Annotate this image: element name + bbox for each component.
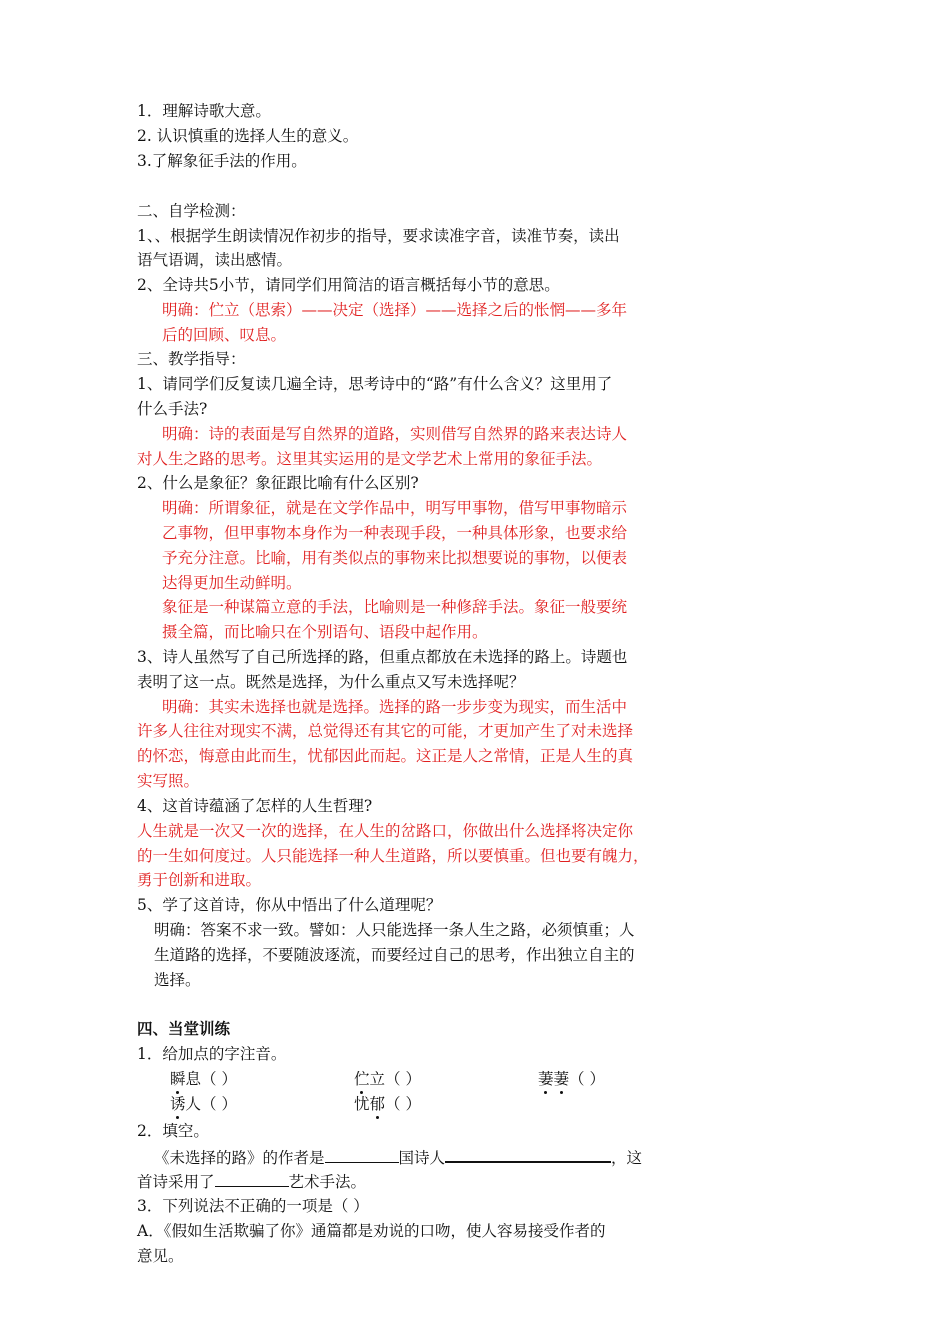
section-3-a3-line2: 许多人往往对现实不满，总觉得还有其它的可能，才更加产生了对未选择 — [137, 722, 634, 740]
word-item-1: 瞬息（ ） — [170, 1070, 237, 1088]
section-3-a4-line2: 的一生如何度过。人只能选择一种人生道路，所以要慎重。但也要有魄力， — [137, 847, 649, 865]
section-3-a5-line1: 明确：答案不求一致。譬如：人只能选择一条人生之路，必须慎重；人 — [154, 921, 635, 939]
section-3-q3-line1: 3、诗人虽然写了自己所选择的路，但重点都放在未选择的路上。诗题也 — [137, 648, 628, 666]
section-3-a2-line6: 摄全篇，而比喻只在个别语句、语段中起作用。 — [162, 623, 488, 641]
pinyin-blank[interactable]: （ ） — [385, 1095, 421, 1113]
section-3-a2-line3: 予充分注意。比喻，用有类似点的事物来比拟想要说的事物，以便表 — [162, 549, 628, 567]
fill-line-2: 首诗采用了 艺术手法。 — [137, 1170, 366, 1193]
fill-blank-technique[interactable] — [215, 1170, 289, 1187]
dotted-char: 郁 — [369, 1095, 386, 1113]
objective-2: 2. 认识慎重的选择人生的意义。 — [137, 127, 359, 145]
objective-3: 3.了解象征手法的作用。 — [137, 152, 307, 170]
exercise-3-prompt: 3．下列说法不正确的一项是（ ） — [137, 1197, 369, 1215]
section-3-a1-line1: 明确：诗的表面是写自然界的道路，实则借写自然界的路来表达诗人 — [162, 425, 628, 443]
dotted-char: 萋 — [538, 1070, 554, 1088]
section-2-answer-line2: 后的回顾、叹息。 — [162, 326, 287, 344]
section-3-a1-line2: 对人生之路的思考。这里其实运用的是文学艺术上常用的象征手法。 — [137, 450, 603, 468]
exercise-1-prompt: 1．给加点的字注音。 — [137, 1045, 287, 1063]
dotted-char: 萋 — [553, 1070, 570, 1088]
dotted-char: 伫 — [354, 1070, 370, 1088]
pinyin-blank[interactable]: （ ） — [201, 1095, 237, 1113]
word-item-4: 诱人（ ） — [170, 1095, 237, 1113]
dotted-char: 瞬 — [170, 1070, 186, 1088]
section-3-q2: 2、什么是象征？象征跟比喻有什么区别? — [137, 474, 419, 492]
dotted-char: 诱 — [170, 1095, 186, 1113]
option-a-line2: 意见。 — [137, 1247, 184, 1265]
section-3-q1-line1: 1、请同学们反复读几遍全诗，思考诗中的“路”有什么含义？这里用了 — [137, 375, 613, 393]
section-3-a5-line2: 生道路的选择，不要随波逐流，而要经过自己的思考，作出独立自主的 — [154, 946, 635, 964]
section-3-a2-line5: 象征是一种谋篇立意的手法，比喻则是一种修辞手法。象征一般要统 — [162, 598, 628, 616]
section-2-q2: 2、全诗共5小节，请同学们用简洁的语言概括每小节的意思。 — [137, 276, 560, 294]
section-2-q1-line2: 语气语调，读出感情。 — [137, 251, 293, 269]
section-3-heading: 三、教学指导： — [137, 350, 246, 368]
pinyin-blank[interactable]: （ ） — [569, 1070, 605, 1088]
section-3-q5: 5、学了这首诗，你从中悟出了什么道理呢？ — [137, 896, 442, 914]
fill-line-1: 《未选择的路》的作者是 国诗人 ，这 — [154, 1145, 642, 1169]
section-3-q4: 4、这首诗蕴涵了怎样的人生哲理? — [137, 797, 373, 815]
pinyin-blank[interactable]: （ ） — [201, 1070, 237, 1088]
section-3-q1-line2: 什么手法? — [137, 400, 208, 418]
section-3-a5-line3: 选择。 — [154, 971, 201, 989]
section-3-a3-line1: 明确：其实未选择也就是选择。选择的路一步步变为现实，而生活中 — [162, 698, 628, 716]
exercise-2-prompt: 2．填空。 — [137, 1122, 209, 1140]
fill-blank-poet[interactable] — [445, 1145, 611, 1163]
section-3-q3-line2: 表明了这一点。既然是选择，为什么重点又写未选择呢？ — [137, 673, 525, 691]
word-item-5: 忧郁（ ） — [354, 1095, 421, 1113]
word-item-2: 伫立（ ） — [354, 1070, 421, 1088]
fill-blank-author[interactable] — [325, 1146, 399, 1163]
section-2-heading: 二、自学检测： — [137, 202, 246, 220]
objective-1: 1．理解诗歌大意。 — [137, 102, 271, 120]
pinyin-blank[interactable]: （ ） — [385, 1070, 421, 1088]
section-3-a4-line3: 勇于创新和进取。 — [137, 871, 262, 889]
section-3-a2-line1: 明确：所谓象征，就是在文学作品中，明写甲事物，借写甲事物暗示 — [162, 499, 628, 517]
section-3-a2-line4: 达得更加生动鲜明。 — [162, 574, 302, 592]
section-2-q1-line1: 1、、根据学生朗读情况作初步的指导，要求读准字音，读准节奏，读出 — [137, 227, 620, 245]
section-3-a2-line2: 乙事物，但甲事物本身作为一种表现手段，一种具体形象，也要求给 — [162, 524, 628, 542]
section-3-a3-line4: 实写照。 — [137, 772, 200, 790]
section-2-answer-line1: 明确：伫立（思索）——决定（选择）——选择之后的怅惘——多年 — [162, 301, 628, 319]
word-item-3 — [538, 1068, 605, 1090]
section-4-heading: 四、当堂训练 — [137, 1019, 231, 1038]
option-a-line1[interactable]: A．《假如生活欺骗了你》通篇都是劝说的口吻，使人容易接受作者的 — [137, 1222, 606, 1240]
section-3-a3-line3: 的怀恋，悔意由此而生，忧郁因此而起。这正是人之常情，正是人生的真 — [137, 747, 634, 765]
section-3-a4-line1: 人生就是一次又一次的选择，在人生的岔路口，你做出什么选择将决定你 — [137, 822, 634, 840]
